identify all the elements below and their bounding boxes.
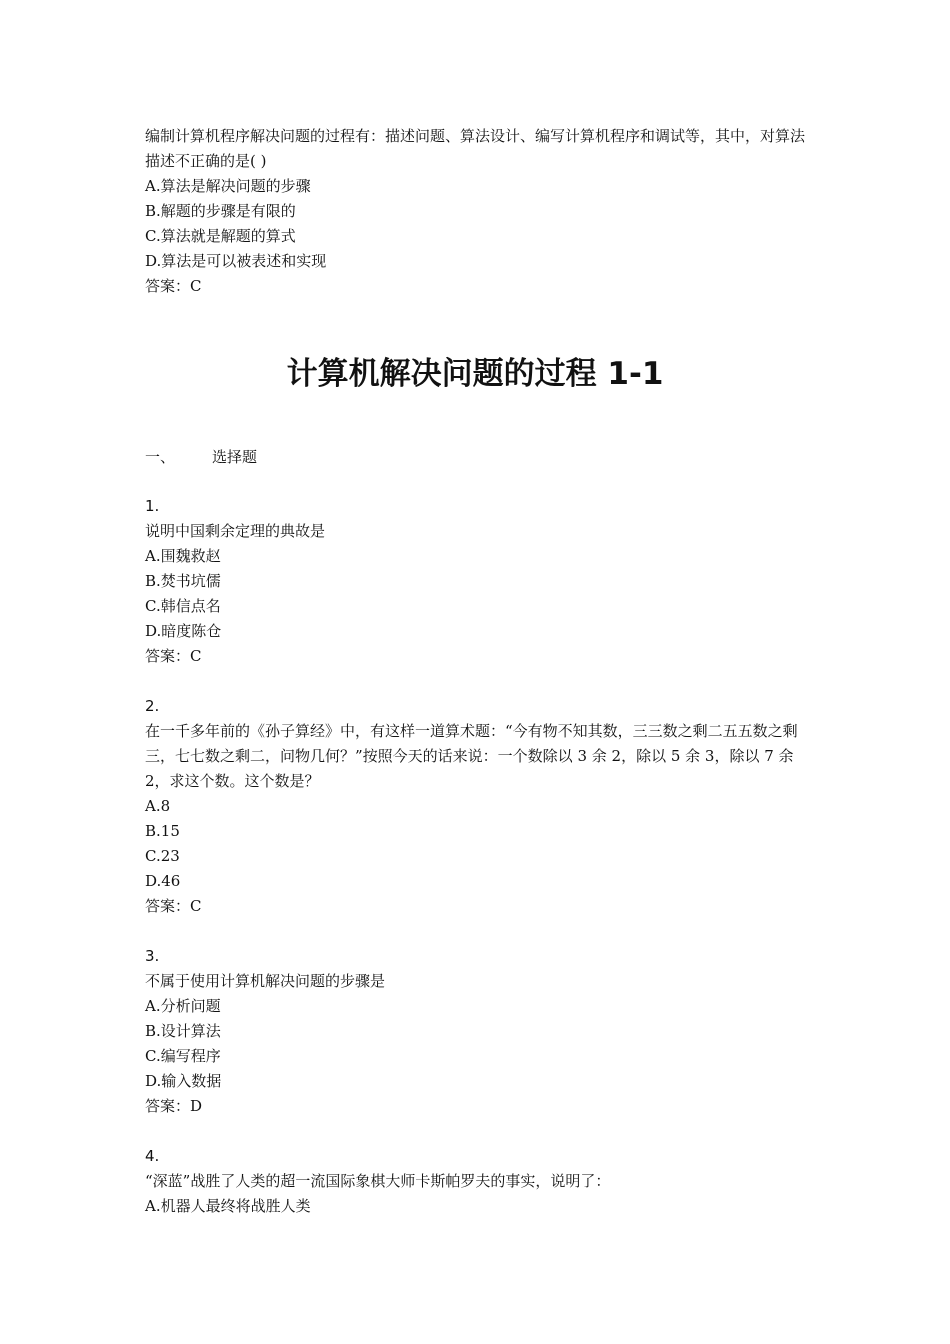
- section-number: 一、: [145, 448, 176, 466]
- answer: 答案：D: [145, 1097, 203, 1115]
- intro-answer: 答案：C: [145, 277, 202, 295]
- document-title: 计算机解决问题的过程 1-1: [286, 356, 664, 392]
- option-a: A.8: [145, 797, 171, 815]
- question-number: 3.: [145, 947, 160, 965]
- question-number: 4.: [145, 1147, 160, 1165]
- option-a: A.分析问题: [145, 997, 221, 1015]
- option-b: B.设计算法: [145, 1022, 221, 1040]
- option-a: A.围魏救赵: [145, 547, 221, 565]
- question-list: [145, 494, 815, 1244]
- intro-option-a: A.算法是解决问题的步骤: [145, 177, 311, 195]
- option-d: D.输入数据: [145, 1072, 222, 1090]
- intro-option-d: D.算法是可以被表述和实现: [145, 252, 327, 270]
- option-b: B.焚书坑儒: [145, 572, 221, 590]
- intro-option-c: C.算法就是解题的算式: [145, 227, 296, 245]
- question-item: [145, 1144, 815, 1219]
- section-label: 选择题: [212, 448, 258, 466]
- option-c: C.23: [145, 847, 180, 865]
- intro-question-text: 编制计算机程序解决问题的过程有：描述问题、算法设计、编写计算机程序和调试等，其中，对算法描述不正确的是( ): [145, 127, 806, 170]
- question-number: 2.: [145, 697, 160, 715]
- section-heading: [145, 445, 257, 470]
- intro-question-block: [145, 124, 815, 299]
- option-c: C.韩信点名: [145, 597, 221, 615]
- answer: 答案：C: [145, 647, 202, 665]
- option-a: A.机器人最终将战胜人类: [145, 1197, 311, 1215]
- question-text: 说明中国剩余定理的典故是: [145, 522, 326, 540]
- option-d: D.46: [145, 872, 181, 890]
- question-text: 在一千多年前的《孙子算经》中，有这样一道算术题：“今有物不知其数，三三数之剩二五五数之剩三，七七数之剩二，问物几何？”按照今天的话来说：一个数除以 3 余 2，除以 5 余 3，除以 7 余 2，求这个数。这个数是？: [145, 722, 799, 790]
- option-b: B.15: [145, 822, 180, 840]
- option-c: C.编写程序: [145, 1047, 221, 1065]
- question-item: [145, 944, 815, 1119]
- question-item: [145, 694, 815, 919]
- option-d: D.暗度陈仓: [145, 622, 222, 640]
- answer: 答案：C: [145, 897, 202, 915]
- question-item: [145, 494, 815, 669]
- intro-option-b: B.解题的步骤是有限的: [145, 202, 296, 220]
- question-text: 不属于使用计算机解决问题的步骤是: [145, 972, 386, 990]
- question-number: 1.: [145, 497, 160, 515]
- question-text: “深蓝”战胜了人类的超一流国际象棋大师卡斯帕罗夫的事实，说明了：: [145, 1172, 611, 1190]
